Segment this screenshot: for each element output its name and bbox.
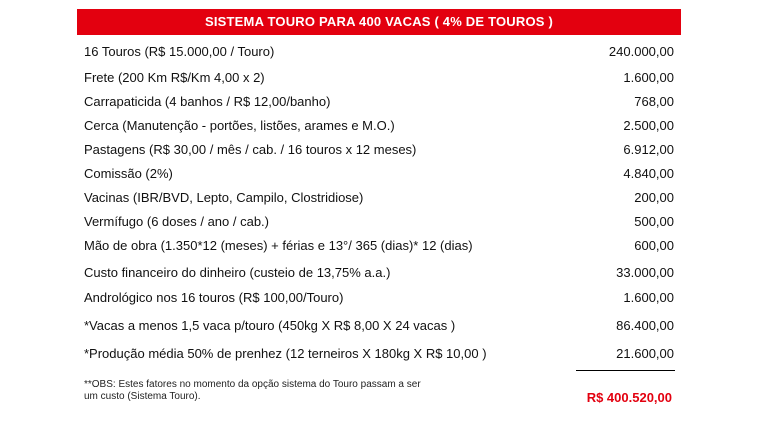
- row-value: 1.600,00: [623, 70, 674, 85]
- row-label: Vermífugo (6 doses / ano / cab.): [84, 214, 269, 229]
- table-row: [84, 265, 674, 285]
- table-row: [84, 166, 674, 186]
- row-value: 21.600,00: [616, 346, 674, 361]
- row-value: 600,00: [634, 238, 674, 253]
- row-label: Andrológico nos 16 touros (R$ 100,00/Touro): [84, 290, 344, 305]
- row-label: Mão de obra (1.350*12 (meses) + férias e 13°/ 365 (dias)* 12 (dias): [84, 238, 473, 253]
- table-row: [84, 346, 674, 366]
- row-label: Custo financeiro do dinheiro (custeio de 13,75% a.a.): [84, 265, 391, 280]
- row-value: 240.000,00: [608, 44, 674, 59]
- row-label: *Vacas a menos 1,5 vaca p/touro (450kg X R$ 8,00 X 24 vacas ): [84, 318, 456, 333]
- table-row: [84, 318, 674, 338]
- row-label: *Produção média 50% de prenhez (12 terneiros X 180kg X R$ 10,00 ): [84, 346, 487, 361]
- row-value: 2.500,00: [623, 118, 674, 133]
- table-row: [84, 214, 674, 234]
- row-value: 1.600,00: [623, 290, 674, 305]
- row-value: 200,00: [634, 190, 674, 205]
- row-label: Vacinas (IBR/BVD, Lepto, Campilo, Clostridiose): [84, 190, 364, 205]
- table-row: [84, 238, 674, 258]
- row-label: Cerca (Manutenção - portões, listões, arames e M.O.): [84, 118, 395, 133]
- table-row: [84, 70, 674, 90]
- row-label: Frete (200 Km R$/Km 4,00 x 2): [84, 70, 265, 85]
- row-value: 500,00: [634, 214, 674, 229]
- table-row: [84, 290, 674, 310]
- row-label: Carrapaticida (4 banhos / R$ 12,00/banho): [84, 94, 331, 109]
- total-separator-line: [576, 370, 675, 371]
- table-row: [84, 142, 674, 162]
- table-row: [84, 118, 674, 138]
- footnote: **OBS: Estes fatores no momento da opção sistema do Touro passam a ser um custo (Sistema Touro).: [84, 379, 421, 402]
- row-value: 33.000,00: [616, 265, 674, 280]
- page-title: SISTEMA TOURO PARA 400 VACAS ( 4% DE TOUROS ): [77, 9, 681, 35]
- table-row: [84, 94, 674, 114]
- row-label: Comissão (2%): [84, 166, 173, 181]
- row-value: 768,00: [634, 94, 674, 109]
- row-value: 86.400,00: [616, 318, 674, 333]
- row-value: 4.840,00: [623, 166, 674, 181]
- table-row: [84, 44, 674, 64]
- row-value: 6.912,00: [623, 142, 674, 157]
- table-row: [84, 190, 674, 210]
- row-label: Pastagens (R$ 30,00 / mês / cab. / 16 touros x 12 meses): [84, 142, 417, 157]
- row-label: 16 Touros (R$ 15.000,00 / Touro): [84, 44, 275, 59]
- total-value: R$ 400.520,00: [586, 390, 672, 405]
